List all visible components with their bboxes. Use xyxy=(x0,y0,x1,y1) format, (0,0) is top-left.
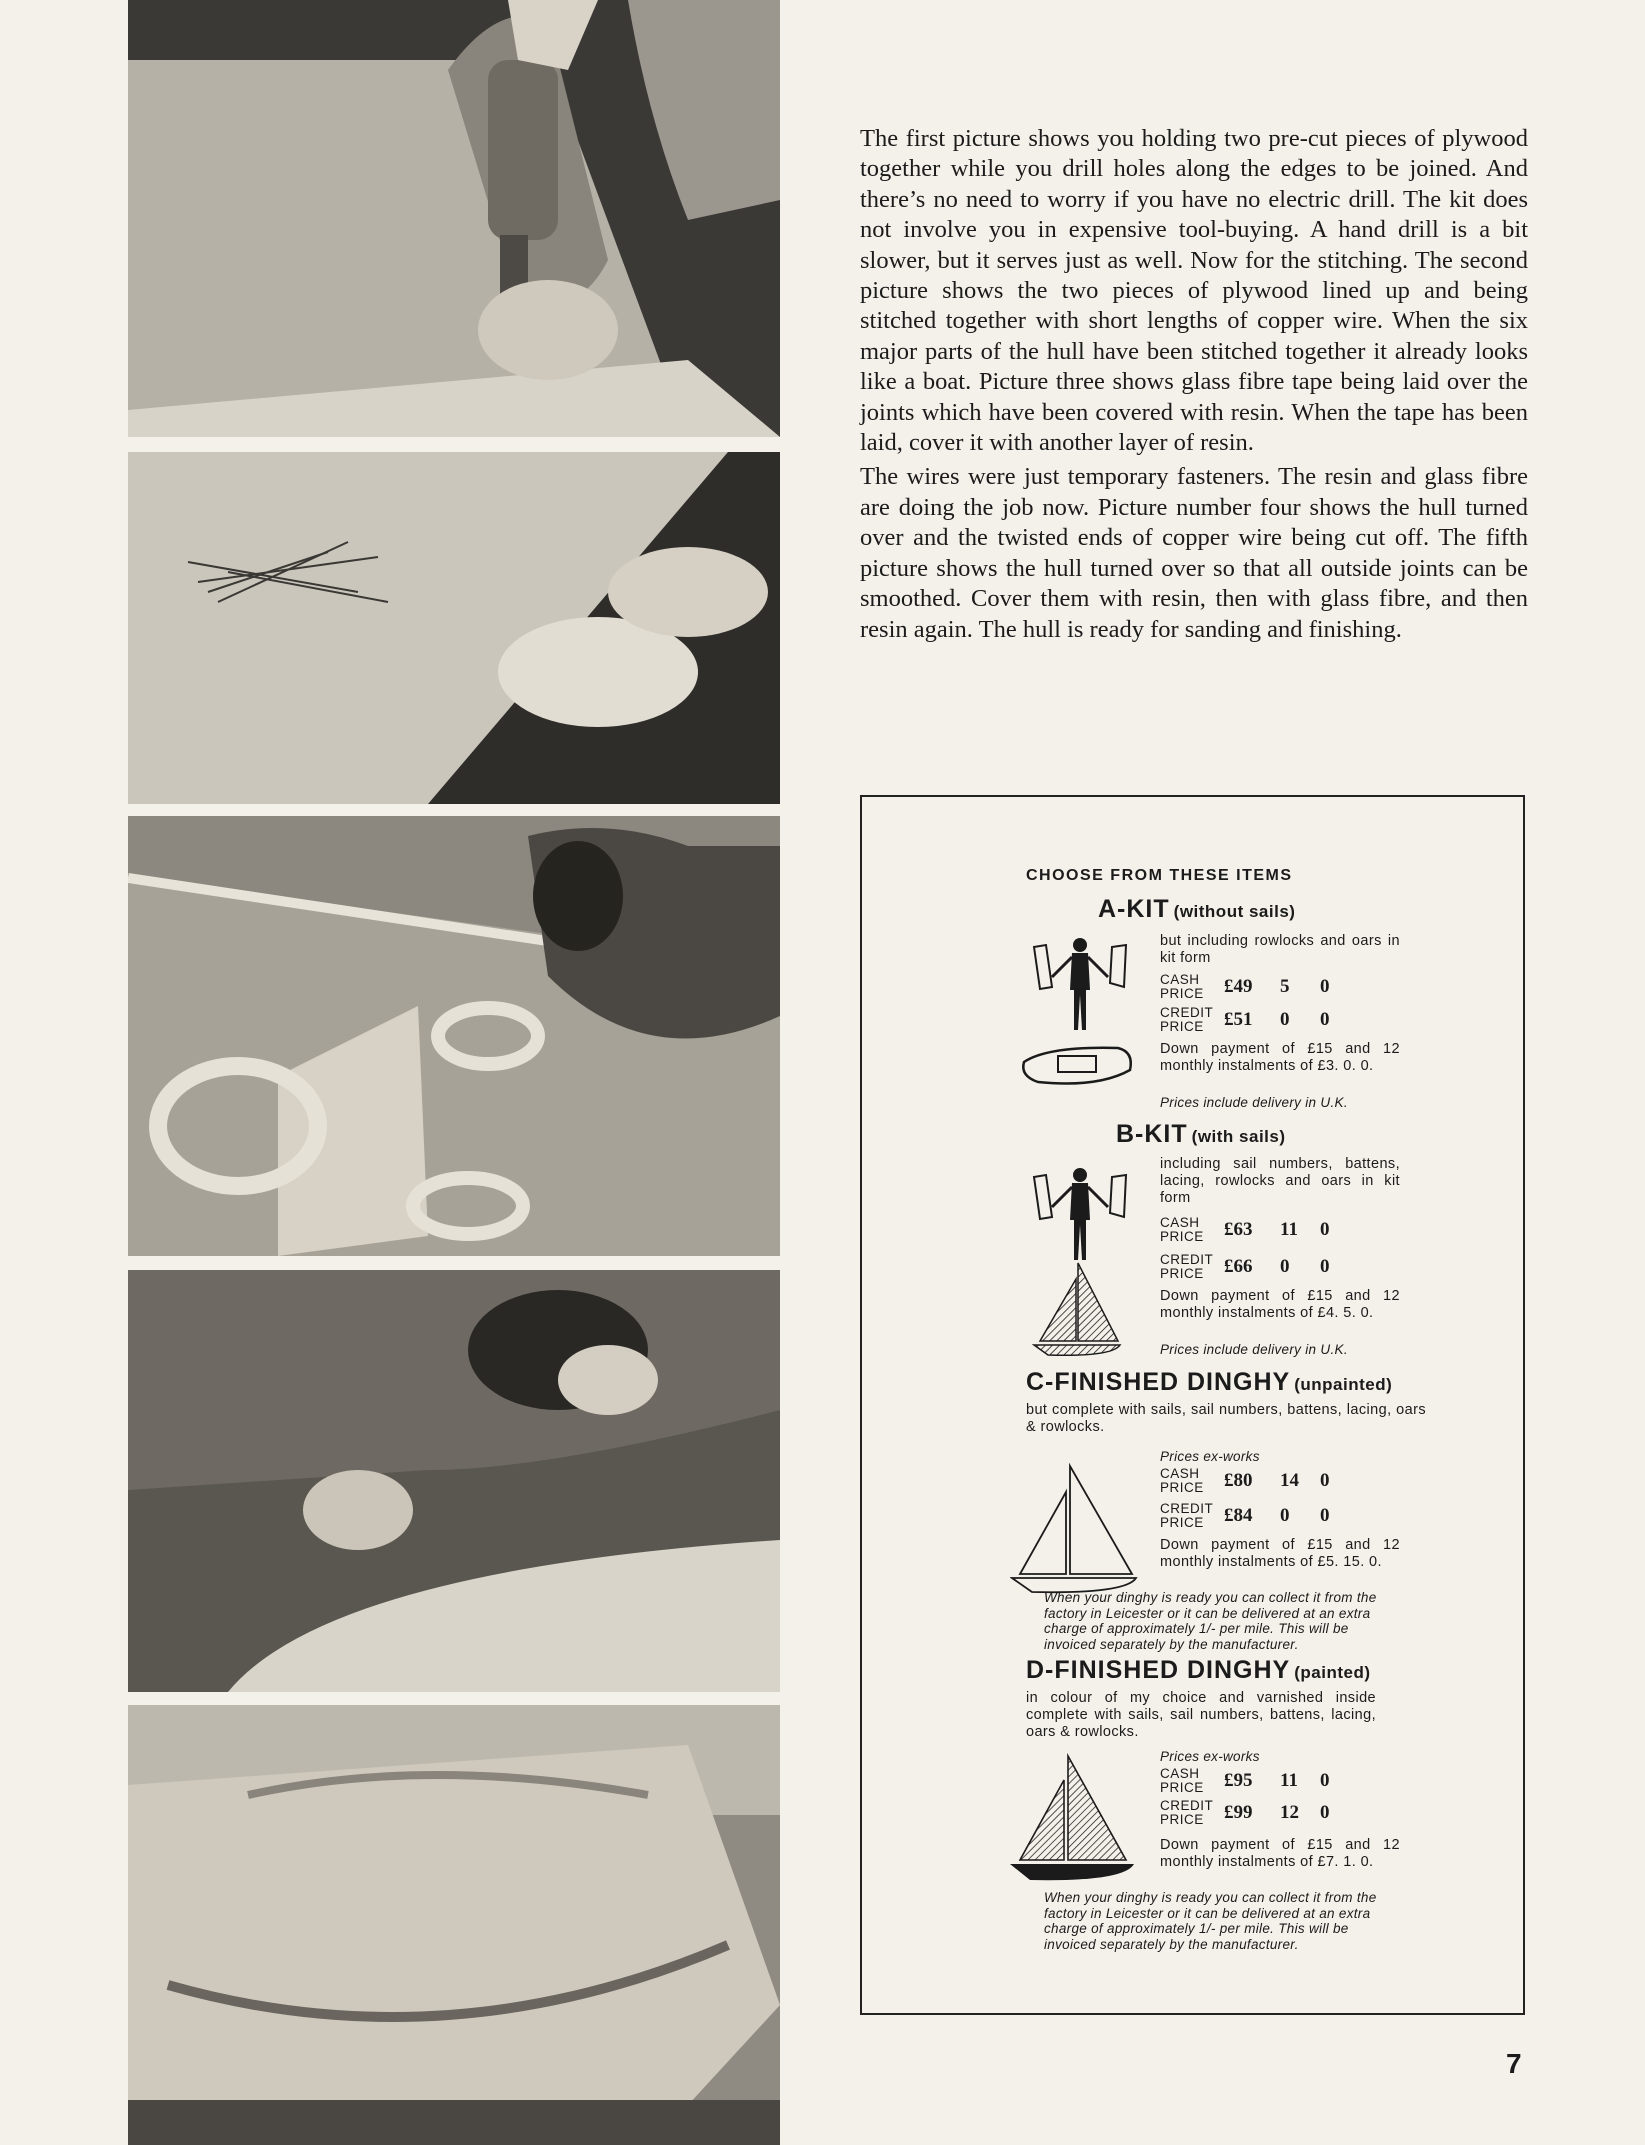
photo-hull-turned-over xyxy=(128,1705,780,2145)
sailboat-icon xyxy=(1032,1259,1122,1359)
photo-glass-fibre-tape xyxy=(128,816,780,1256)
a-kit-description: but including rowlocks and oars in kit form xyxy=(1160,933,1400,966)
c-finished-dinghy-title: C-FINISHED DINGHY (unpainted) xyxy=(1026,1368,1393,1396)
b-kit-delivery-note: Prices include delivery in U.K. xyxy=(1160,1342,1348,1357)
c-dinghy-delivery-note: When your dinghy is ready you can collect it from the factory in Leicester or it can be delivered at an extra charge of approximately 1/- per mile. This will be invoiced separately by the manufacturer. xyxy=(1044,1590,1377,1652)
d-dinghy-prices-note: Prices ex-works xyxy=(1160,1749,1260,1764)
b-kit-cash-price: CASH PRICE £63 11 0 xyxy=(1160,1215,1330,1244)
photo-drilling-plywood xyxy=(128,0,780,437)
c-dinghy-description: but complete with sails, sail numbers, battens, lacing, oars & rowlocks. xyxy=(1026,1402,1426,1435)
d-dinghy-payment-terms: Down payment of £15 and 12 monthly instalments of £7. 1. 0. xyxy=(1160,1837,1400,1870)
sailboat-painted-icon xyxy=(1008,1752,1138,1887)
price-list-heading: CHOOSE FROM THESE ITEMS xyxy=(1026,867,1293,884)
c-dinghy-payment-terms: Down payment of £15 and 12 monthly instalments of £5. 15. 0. xyxy=(1160,1537,1400,1570)
b-kit-title: B-KIT (with sails) xyxy=(1116,1120,1286,1148)
a-kit-delivery-note: Prices include delivery in U.K. xyxy=(1160,1095,1348,1110)
a-kit-cash-price: CASH PRICE £49 5 0 xyxy=(1160,972,1330,1001)
figure-icon xyxy=(1030,1165,1130,1265)
a-kit-credit-price: CREDIT PRICE £51 0 0 xyxy=(1160,1005,1330,1034)
price-list-box xyxy=(860,795,1525,2015)
b-kit-description: including sail numbers, battens, lacing, rowlocks and oars in kit form xyxy=(1160,1156,1400,1206)
a-kit-payment-terms: Down payment of £15 and 12 monthly instalments of £3. 0. 0. xyxy=(1160,1041,1400,1074)
d-finished-dinghy-title: D-FINISHED DINGHY (painted) xyxy=(1026,1656,1371,1684)
figure-icon xyxy=(1030,935,1130,1035)
b-kit-credit-price: CREDIT PRICE £66 0 0 xyxy=(1160,1252,1330,1281)
sailboat-outline-icon xyxy=(1010,1462,1140,1597)
photo-stitching-copper-wire xyxy=(128,452,780,804)
article-paragraph: The wires were just temporary fasteners. The resin and glass fibre are doing the job now. Picture number four shows the hull turned over and the twisted ends of copper wire being cut off. The fifth picture shows the hull turned over so that all outside joints can be smoothed. Cover them with resin, then with glass fibre, and then resin again. The hull is ready for sanding and finishing. xyxy=(860,463,1528,643)
article-body xyxy=(860,124,1528,649)
d-dinghy-credit-price: CREDIT PRICE £99 12 0 xyxy=(1160,1798,1330,1827)
d-dinghy-delivery-note: When your dinghy is ready you can collect it from the factory in Leicester or it can be delivered at an extra charge of approximately 1/- per mile. This will be invoiced separately by the manufacturer. xyxy=(1044,1890,1377,1952)
d-dinghy-cash-price: CASH PRICE £95 11 0 xyxy=(1160,1766,1330,1795)
dinghy-hull-icon xyxy=(1018,1042,1138,1092)
page-number: 7 xyxy=(1506,2048,1522,2079)
photo-cutting-wire-ends xyxy=(128,1270,780,1692)
c-dinghy-cash-price: CASH PRICE £80 14 0 xyxy=(1160,1466,1330,1495)
article-paragraph: The first picture shows you holding two pre-cut pieces of plywood together while you drill holes along the edges to be joined. And there’s no need to worry if you have no electric drill. The kit does not involve you in expensive tool-buying. A hand drill is a bit slower, but it serves just as well. Now for the stitching. The second picture shows the two pieces of plywood lined up and being stitched together with short lengths of copper wire. When the six major parts of the hull have been stitched together it already looks like a boat. Picture three shows glass fibre tape being laid over the joints which have been covered with resin. When the tape has been laid, cover it with another layer of resin. xyxy=(860,125,1528,457)
a-kit-title: A-KIT (without sails) xyxy=(1098,895,1296,923)
d-dinghy-description: in colour of my choice and varnished inside complete with sails, sail numbers, battens, lacing, oars & rowlocks. xyxy=(1026,1690,1376,1740)
c-dinghy-credit-price: CREDIT PRICE £84 0 0 xyxy=(1160,1501,1330,1530)
c-dinghy-prices-note: Prices ex-works xyxy=(1160,1449,1260,1464)
b-kit-payment-terms: Down payment of £15 and 12 monthly instalments of £4. 5. 0. xyxy=(1160,1288,1400,1321)
